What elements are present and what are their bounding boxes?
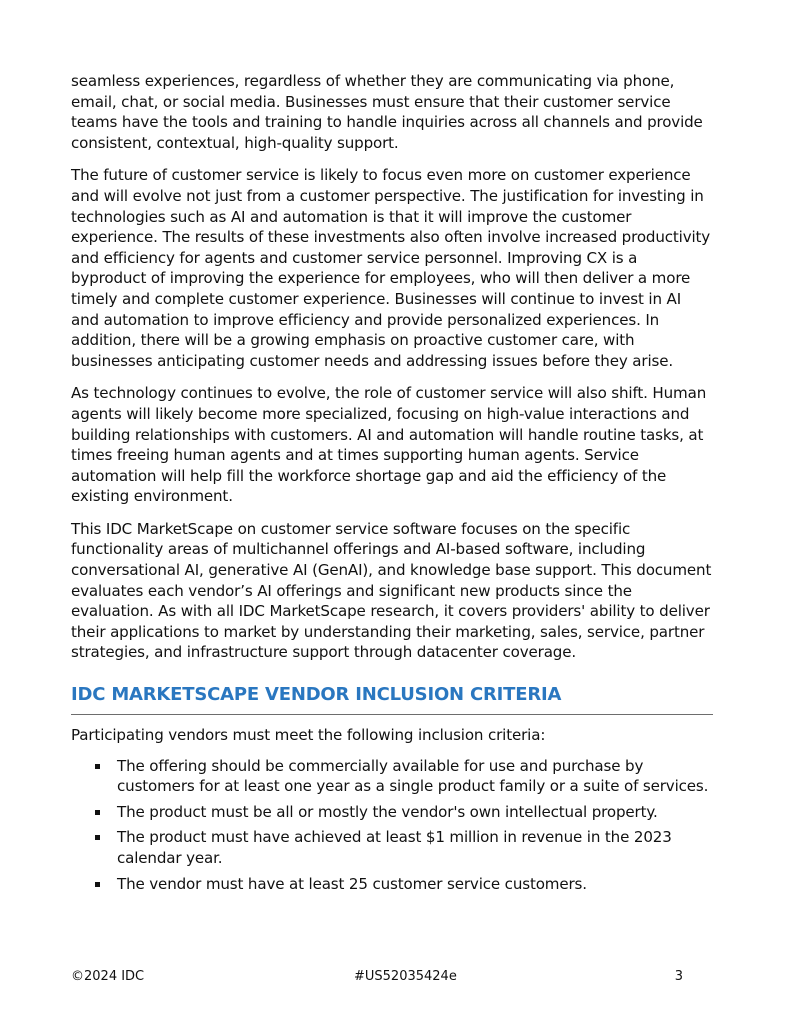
section-intro: Participating vendors must meet the following inclusion criteria: [71,726,546,745]
list-item-text: The vendor must have at least 25 customer service customers. [117,874,587,893]
body-paragraph: seamless experiences, regardless of whether they are communicating via phone, email, chat, or social media. Businesses must ensure that their customer service teams have the tools and training to handle inquiries across all channels and provide consistent, contextual, high-quality support. [71,72,703,152]
footer-page-number: 3 [674,969,683,984]
square-bullet-icon [95,810,100,815]
body-paragraph: As technology continues to evolve, the role of customer service will also shift. Human agents will likely become more specialized, focusing on high-value interactions and building relationships with customers. AI and automation will handle routine tasks, at times freeing human agents and at times supporting human agents. Service automation will help fill the workforce shortage gap and aid the efficiency of the existing environment. [71,384,707,506]
list-item [71,802,713,823]
document-page [71,71,713,899]
criteria-list [71,756,713,895]
list-item-text: The product must be all or mostly the vendor's own intellectual property. [117,802,658,821]
list-item-text: The offering should be commercially available for use and purchase by customers for at least one year as a single product family or a suite of services. [117,756,709,796]
body-paragraph: This IDC MarketScape on customer service software focuses on the specific functionality areas of multichannel offerings and AI-based software, including conversational AI, generative AI (GenAI), and knowledge base support. This document evaluates each vendor’s AI offerings and significant new products since the evaluation. As with all IDC MarketScape research, it covers providers' ability to deliver their applications to market by understanding their marketing, sales, service, partner strategies, and infrastructure support through datacenter coverage. [71,519,712,662]
list-item [71,756,713,797]
list-item [71,874,713,895]
page-footer [71,968,683,986]
square-bullet-icon [95,882,100,887]
square-bullet-icon [95,764,100,769]
square-bullet-icon [95,835,100,840]
body-paragraph: The future of customer service is likely to focus even more on customer experience and will evolve not just from a customer perspective. The justification for investing in technologies such as AI and automation is that it will improve the customer experience. The results of these investments also often involve increased productivity and efficiency for agents and customer service personnel. Improving CX is a byproduct of improving the experience for employees, who will then deliver a more timely and complete customer experience. Businesses will continue to invest in AI and automation to improve efficiency and provide personalized experiences. In addition, there will be a growing emphasis on proactive customer care, with businesses anticipating customer needs and addressing issues before they arise. [71,166,711,370]
list-item-text: The product must have achieved at least $1 million in revenue in the 2023 calendar year. [117,828,672,867]
footer-copyright: ©2024 IDC [71,969,145,984]
footer-document-id: #US52035424e [354,969,457,984]
section-heading: IDC MARKETSCAPE VENDOR INCLUSION CRITERIA [71,683,713,715]
list-item [71,827,713,868]
